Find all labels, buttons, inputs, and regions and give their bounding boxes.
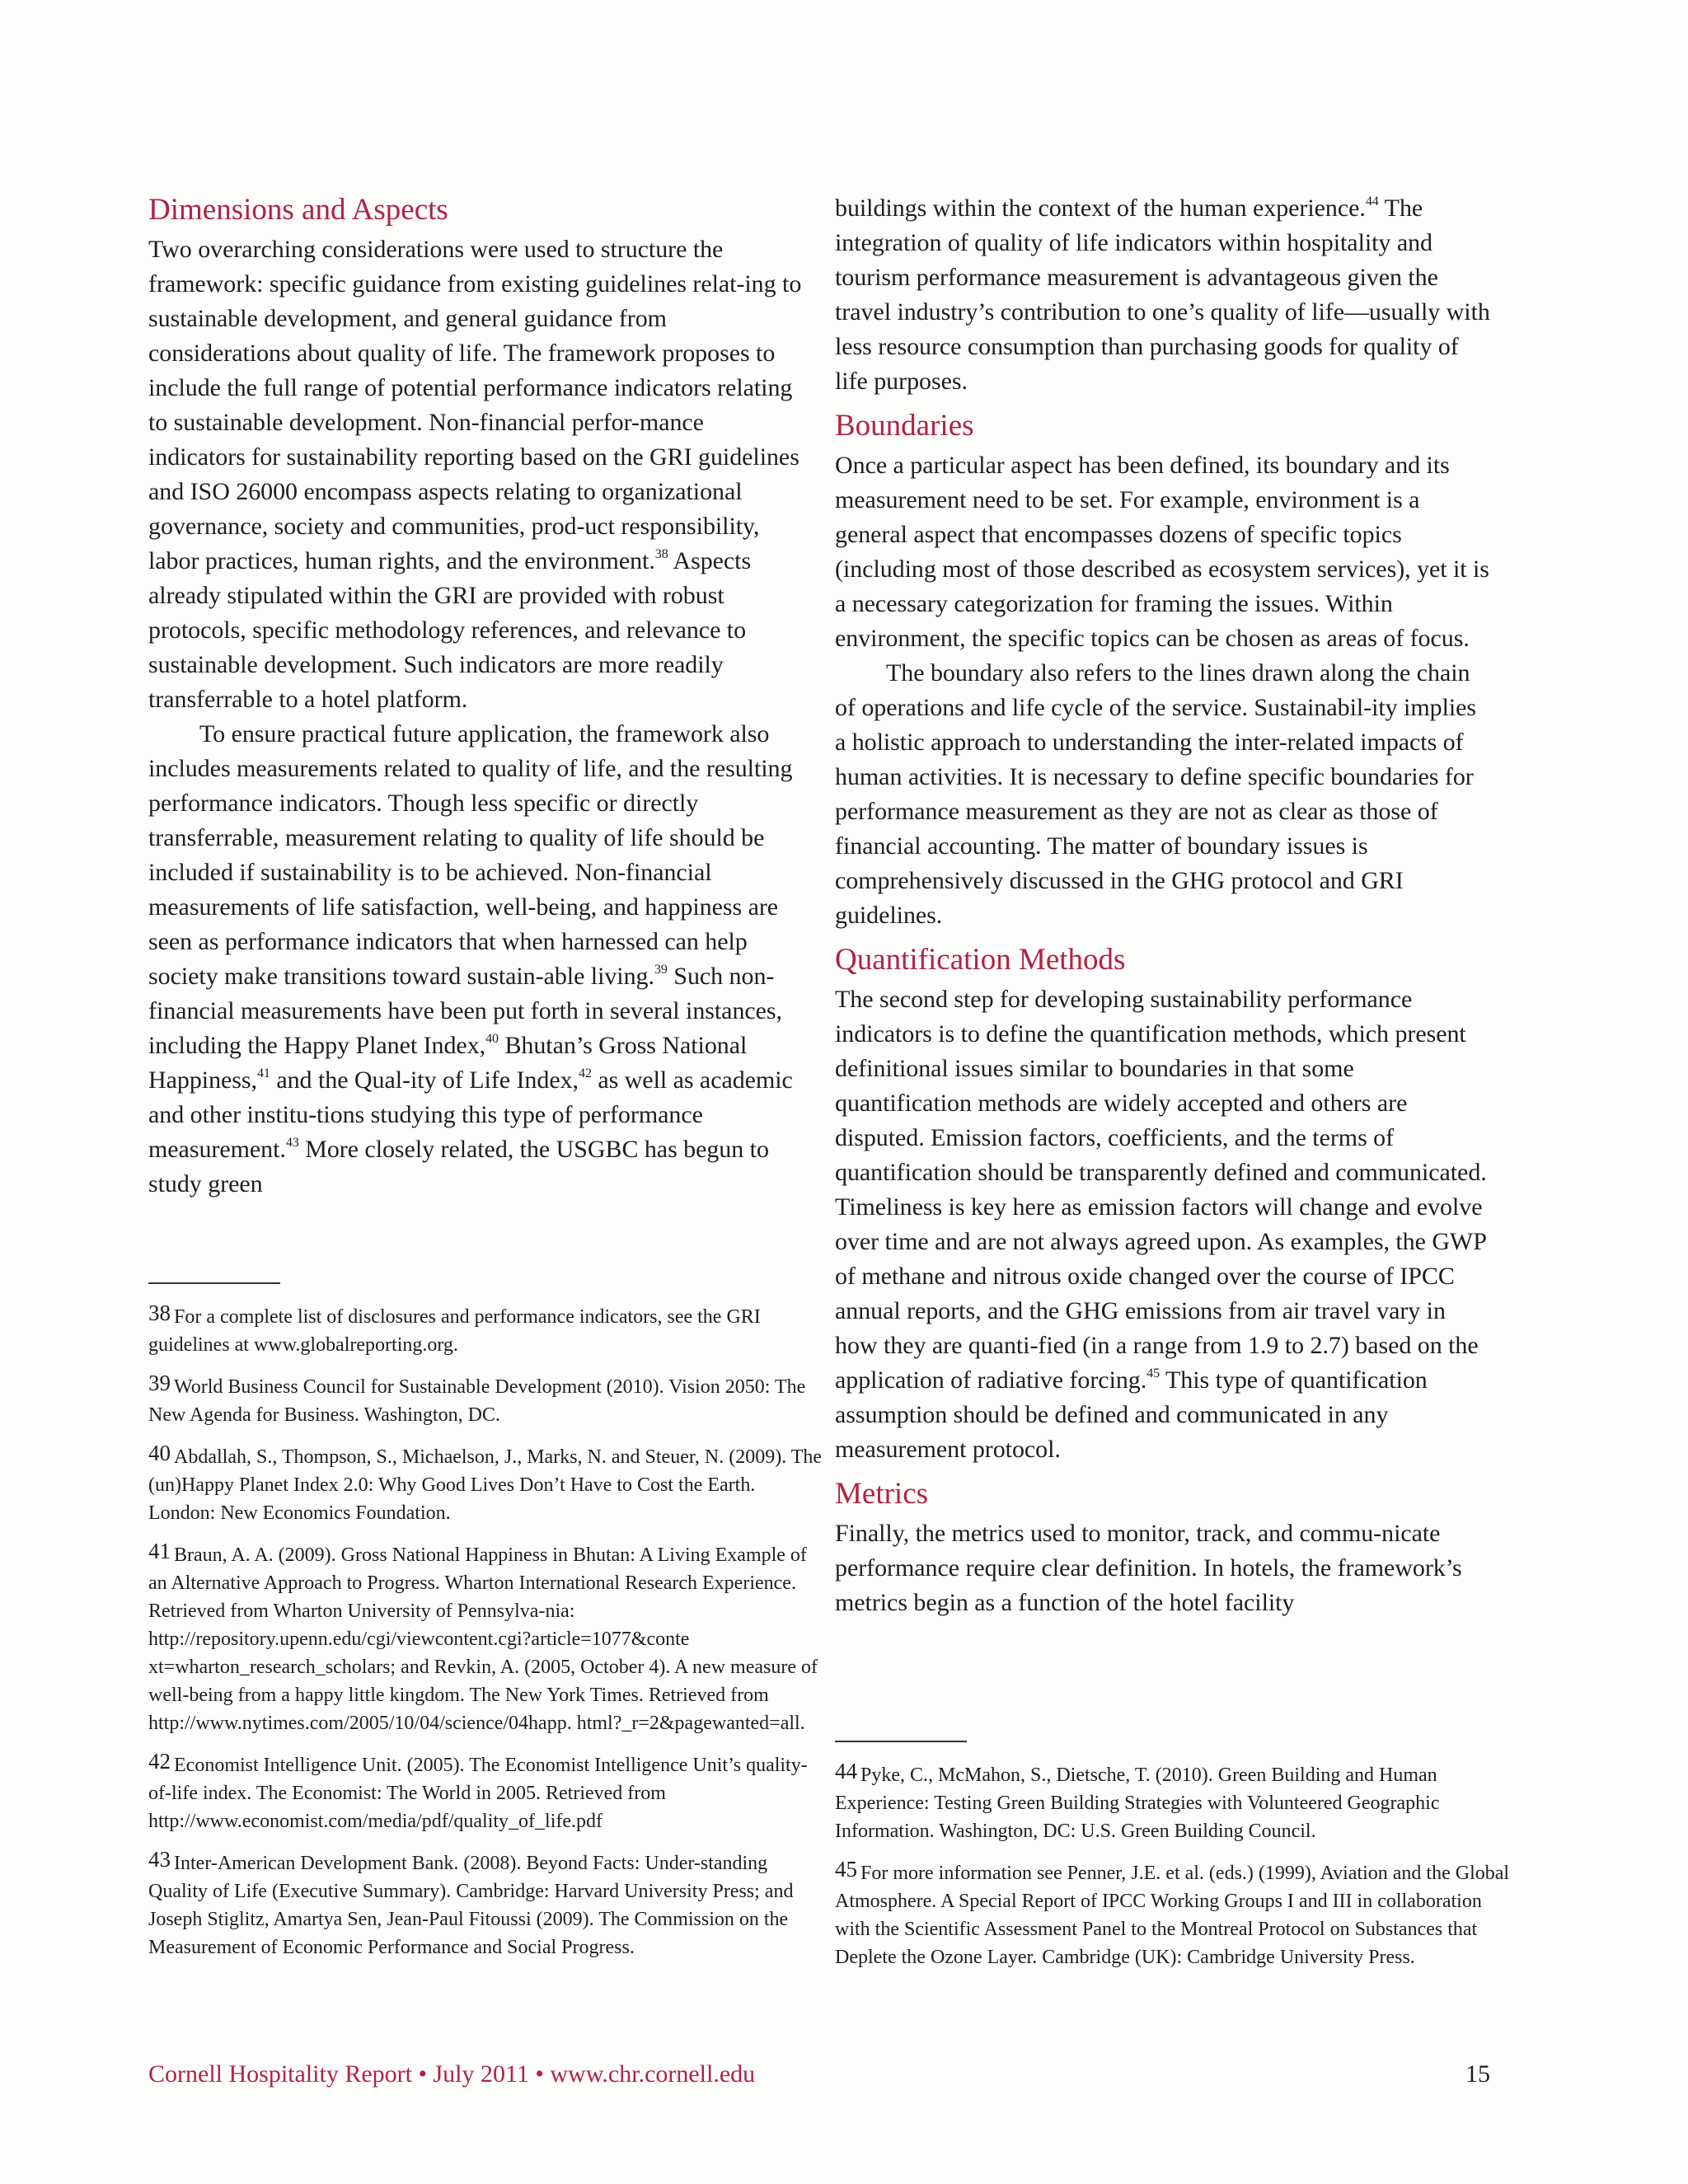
footnote-number: 42 (148, 1749, 171, 1774)
page-number: 15 (1465, 2060, 1490, 2088)
right-column (835, 191, 1490, 1620)
footnote-45 (835, 1855, 1511, 1971)
paragraph-continued (835, 191, 1490, 399)
text-run: as well as academic and other institu-tions studying this type of performance measurement. (148, 1066, 793, 1163)
footnote-40 (148, 1439, 824, 1527)
left-column (148, 191, 804, 1202)
text-run: This type of quantification assumption should be defined and communicated in any measurement protocol. (835, 1366, 1428, 1463)
paragraph-quantification (835, 982, 1490, 1467)
footnotes-left (148, 1299, 824, 1971)
paragraph-boundaries-1: Once a particular aspect has been defined, its boundary and its measurement need to be set. For example, environment is a general aspect that encompasses dozens of specific topics (including most of those described as ecosystem services), yet it is a necessary categorization for framing the issues. Within environment, the specific topics can be chosen as areas of focus. (835, 452, 1489, 652)
footnote-43 (148, 1845, 824, 1961)
footnote-39 (148, 1369, 824, 1429)
footnote-number: 45 (835, 1857, 857, 1882)
heading-dimensions-aspects: Dimensions and Aspects (148, 193, 448, 227)
footnote-text: For a complete list of disclosures and performance indicators, see the GRI guidelines at www.globalreporting.org. (148, 1306, 761, 1356)
text-run: To ensure practical future application, the framework also includes measurements related to quality of life, and the resulting performance indicators. Though less specific or directly transferrable, measurement relating to quality of life should be included if sustainability is to be achieved. Non-financial measurements of life satisfaction, well-being, and happiness are seen as performance indicators that when harnessed can help society make transitions toward sustain-able living. (148, 720, 793, 990)
footnote-rule-left (148, 1282, 280, 1284)
text-run: The integration of quality of life indicators within hospitality and tourism performance measurement is advantageous given the travel industry’s contribution to one’s quality of life—usually with less resource consumption than purchasing goods for quality of life purposes. (835, 194, 1490, 395)
text-run: buildings within the context of the human experience. (835, 194, 1366, 222)
text-run: Bhutan’s Gross National Happiness, (148, 1032, 748, 1094)
paragraph-dimensions-1 (148, 232, 804, 717)
paragraph-dimensions-2 (148, 717, 804, 1202)
text-run: Such non-financial measurements have been put forth in several instances, including the Happy Planet Index, (148, 963, 783, 1059)
text-run: The second step for developing sustainability performance indicators is to define the quantification methods, which present definitional issues similar to boundaries in that some quantification methods are widely accepted and others are disputed. Emission factors, coefficients, and the terms of quantification should be transparently defined and communicated. Timeliness is key here as emission factors will change and evolve over time and are not always agreed upon. As examples, the GWP of methane and nitrous oxide changed over the course of IPCC annual reports, and the GHG emissions from air travel vary in how they are quanti-fied (in a range from 1.9 to 2.7) based on the application of radiative forcing. (835, 986, 1487, 1394)
footnote-ref-45[interactable]: 45 (1146, 1366, 1160, 1380)
footnote-ref-39[interactable]: 39 (654, 963, 668, 977)
footnote-ref-42[interactable]: 42 (579, 1066, 592, 1080)
paragraph-boundaries-2: The boundary also refers to the lines drawn along the chain of operations and life cycle of the service. Sustainabil-ity implies a holistic approach to understanding the inter-related impacts of human activities. It is necessary to define specific boundaries for performance measurement as they are not as clear as those of financial accounting. The matter of boundary issues is comprehensively discussed in the GHG protocol and GRI guidelines. (835, 659, 1477, 929)
footnote-ref-40[interactable]: 40 (485, 1032, 499, 1046)
footnote-rule-right (835, 1741, 967, 1742)
text-run: and the Qual-ity of Life Index, (270, 1066, 579, 1094)
footnote-number: 43 (148, 1847, 171, 1872)
footnote-number: 38 (148, 1301, 171, 1325)
footnote-number: 40 (148, 1441, 171, 1465)
footnote-ref-38[interactable]: 38 (654, 547, 668, 561)
footnote-text: World Business Council for Sustainable Development (2010). Vision 2050: The New Agenda for Business. Washington, DC. (148, 1376, 806, 1426)
text-run: More closely related, the USGBC has begun to study green (148, 1136, 769, 1197)
footnotes-right (835, 1757, 1511, 1981)
footnote-38 (148, 1299, 824, 1359)
heading-boundaries: Boundaries (835, 409, 974, 443)
footnote-text: Braun, A. A. (2009). Gross National Happiness in Bhutan: A Living Example of an Alternative Approach to Progress. Wharton International Research Experience. Retrieved from Wharton University of Pennsylva-nia: http://repository.upenn.edu/cgi/viewcontent.cgi?article=1077&conte xt=wharton_research_scholars; and Revkin, A. (2005, October 4). A new measure of well-being from a happy little kingdom. The New York Times. Retrieved from http://www.nytimes.com/2005/10/04/science/04happ. html?_r=2&pagewanted=all. (148, 1544, 818, 1734)
footnote-41 (148, 1537, 824, 1737)
footnote-number: 44 (835, 1759, 857, 1783)
footnote-ref-41[interactable]: 41 (256, 1066, 270, 1080)
heading-metrics: Metrics (835, 1477, 929, 1511)
text-run: Aspects already stipulated within the GRI are provided with robust protocols, specific methodology references, and relevance to sustainable development. Such indicators are more readily transferrable to a hotel platform. (148, 547, 752, 713)
paragraph-metrics: Finally, the metrics used to monitor, track, and commu-nicate performance require clear definition. In hotels, the framework’s metrics begin as a function of the hotel facility (835, 1520, 1462, 1616)
footnote-ref-44[interactable]: 44 (1365, 194, 1379, 209)
footer-publication[interactable]: Cornell Hospitality Report • July 2011 • www.chr.cornell.edu (148, 2060, 756, 2088)
footnote-44 (835, 1757, 1511, 1845)
footnote-text: Abdallah, S., Thompson, S., Michaelson, J., Marks, N. and Steuer, N. (2009). The (un)Happy Planet Index 2.0: Why Good Lives Don’t Have to Cost the Earth. London: New Economics Foundation. (148, 1446, 823, 1524)
footnote-text: Inter-American Development Bank. (2008). Beyond Facts: Under-standing Quality of Life (Executive Summary). Cambridge: Harvard University Press; and Joseph Stiglitz, Amartya Sen, Jean-Paul Fitoussi (2009). The Commission on the Measurement of Economic Performance and Social Progress. (148, 1853, 794, 1958)
footnote-text: Economist Intelligence Unit. (2005). The Economist Intelligence Unit’s quality-of-life index. The Economist: The World in 2005. Retrieved from http://www.economist.com/media/pdf/quality_of_life.pdf (148, 1755, 808, 1832)
text-run: Two overarching considerations were used to structure the framework: specific guidance from existing guidelines relat-ing to sustainable development, and general guidance from considerations about quality of life. The framework proposes to include the full range of potential performance indicators relating to sustainable development. Non-financial perfor-mance indicators for sustainability reporting based on the GRI guidelines and ISO 26000 encompass aspects relating to organizational governance, society and communities, prod-uct responsibility, labor practices, human rights, and the environment. (148, 236, 802, 574)
footnote-ref-43[interactable]: 43 (285, 1136, 299, 1150)
footnote-42 (148, 1747, 824, 1835)
footnote-number: 39 (148, 1371, 171, 1395)
footnote-text: For more information see Penner, J.E. et al. (eds.) (1999), Aviation and the Global Atmosphere. A Special Report of IPCC Working Groups I and III in collaboration with the Scientific Assessment Panel to the Montreal Protocol on Substances that Deplete the Ozone Layer. Cambridge (UK): Cambridge University Press. (835, 1863, 1510, 1968)
footnote-number: 41 (148, 1539, 171, 1563)
footnote-text: Pyke, C., McMahon, S., Dietsche, T. (2010). Green Building and Human Experience: Testing Green Building Strategies with Volunteered Geographic Information. Washington, DC: U.S. Green Building Council. (835, 1765, 1440, 1842)
heading-quantification-methods: Quantification Methods (835, 943, 1126, 977)
